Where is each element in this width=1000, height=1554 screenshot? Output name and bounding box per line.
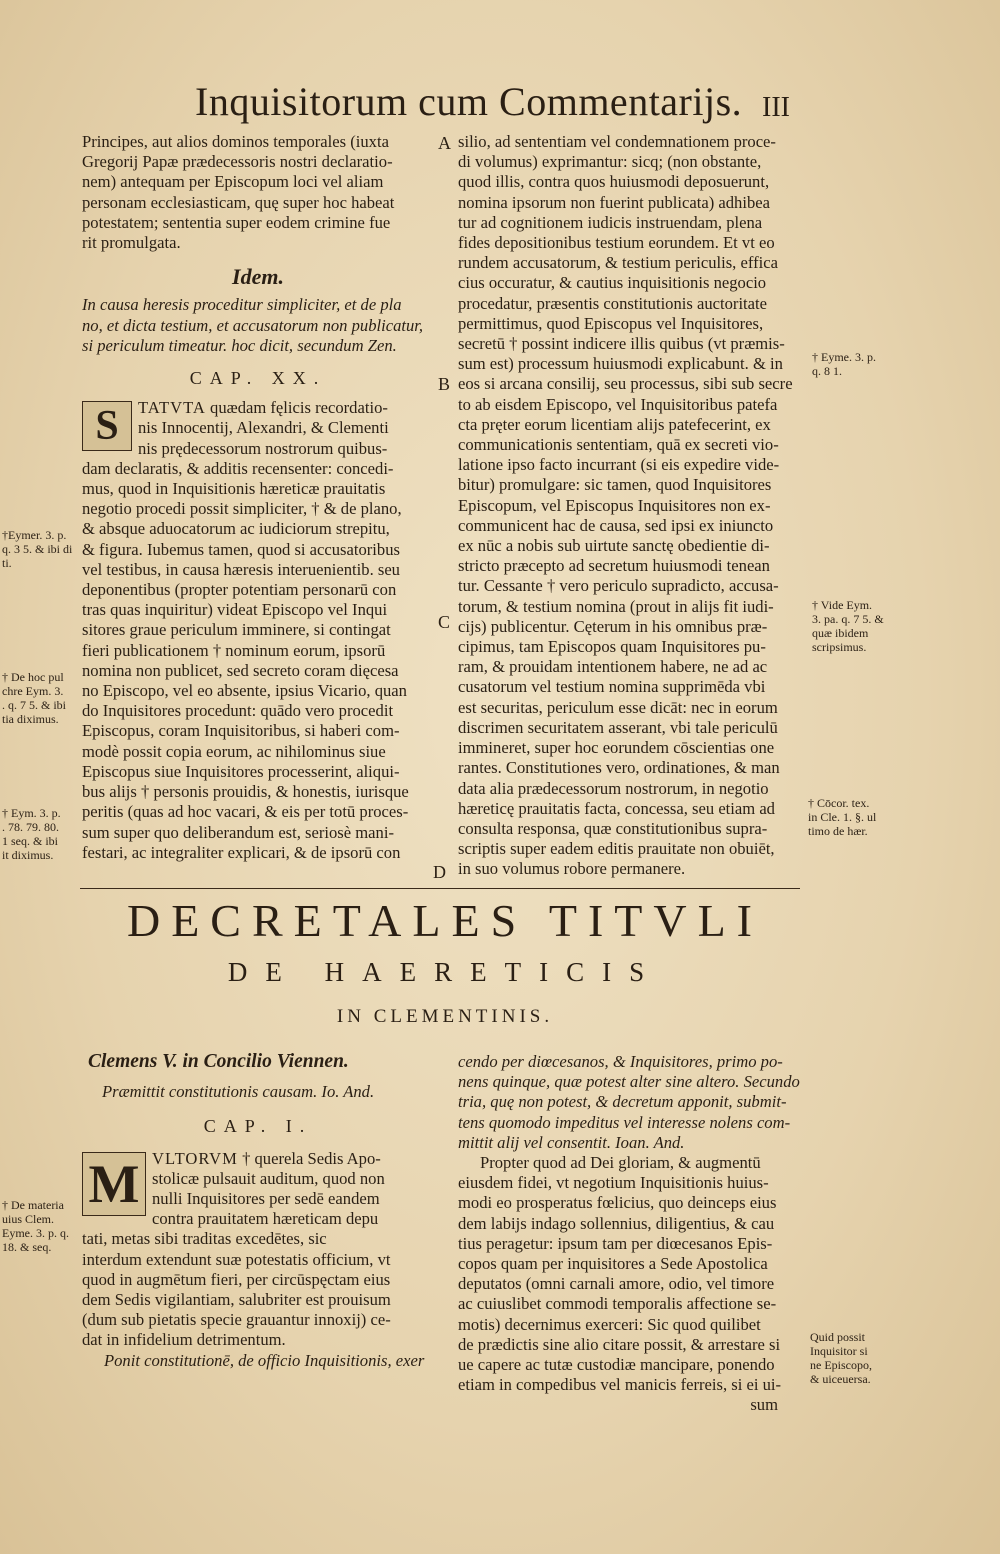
folio-number: III <box>762 92 790 123</box>
section-marker-b: B <box>438 374 451 394</box>
upper-right-column: silio, ad sententiam vel condemnationem proce- di volumus) exprimantur: sicq; (non obstante, quod illis, contra quos huiusmodi deposuerunt, nomina ipsorum non fuerint publicata) adhibea tur ad cognitionem iudicis instruendam, plena fides depositionibus testium eorundem. Et vt eo rundem accusatorum, & testium periculis, effica cius occuratur, & cautius inquisitionis negocio procedatur, præsentis constitutionis auctoritate permittimus, quod Episcopus vel Inquisitores, secretū † possint indicere illis quibus (vt præmis- sum est) processum huiusmodi explicabunt. & in eos si arcana consilij, seu processus, sibi sub secre to ab eisdem Episcopo, vel Inquisitoribus patefa cta pręter eorum licentiam alijs patefecerint, ex communicationis sententiam, quā ex secreti vio- latione ipso facto incurrant (si eis expedire vide- bitur) promulgare: sic tamen, quod Inquisitores Episcopum, vel Episcopus Inquisitores non ex- communicent hac de causa, sed ipsi ex iniuncto ex nūc a nobis sub uirtute sanctę obedientie di- stricto præcepto ad secretum huiusmodi tenean tur. Cessante † vero periculo supradicto, accusa- torum, & testium nomina (prout in alijs fit iudi- cijs) publicentur. Cęterum in his omnibus præ- cipimus, tam Episcopos quam Inquisitores pu- ram, & prouidam intentionem habere, ne ad ac cusatorum vel testium nomina supprimēda vbi est securitas, periculum esse dicāt: nec in eorum discrimen securitatem asserant, vbi tale periculū immineret, super hoc eorundem cōscientias one rantes. Constitutiones vero, ordinationes, & man data alia prædecessorum nostrorum, in negotio hæreticę prauitatis facta, concessa, seu etiam ad consulta responsa, quæ constitutionibus supra- scriptis super eadem editis prauitate non obuiēt, in suo volumus robore permanere. <box>458 132 793 879</box>
italic-summary: cendo per diœcesanos, & Inquisitores, primo po- nens quinque, quæ potest alter sine altero. Secundo tria, quę non potest, & decretum apponit, submit- tens quomodo impeditus vel interesse nolens com- mittit alij vel consentit. Ioan. And. <box>458 1052 800 1152</box>
clemens-heading: Clemens V. in Concilio Viennen. <box>88 1051 349 1072</box>
chapter-body: S TATVTA quædam fęlicis recordatio- nis Innocentij, Alexandri, & Clementi nis prędecessorum nostrorum quibus- dam declaratis, & additis recensenter: concedi- mus, quod in Inquisitionis hæreticæ prauitatis negotio procedi possit simpliciter, † & de plano, & absque aduocatorum ac iudiciorum strepitu, & figura. Iubemus tamen, quod si accusatoribus vel testibus, in causa hæresis interuenientib. seu deponentibus (propter potentiam personarū con tras quas inquiritur) videat Episcopo vel Inqui sitores graue periculum imminere, si contingat fieri publicationem † nominum eorum, ipsorū nomina non publicet, sed secreto coram dięcesa no Episcopo, vel eo absente, ipsius Vicario, quan do Inquisitores procedunt: quādo vero procedit Episcopus, coram Inquisitoribus, si haberi com- modè possit copia eorum, ac nihilominus siue Episcopus siue Inquisitores processerint, aliqui- bus alijs † personis prouidis, & honestis, iurisque peritis (quas ad hoc vacari, & eis per totū proces- sum super quo deliberandum est, seriosè mani- festari, ac integraliter explicari, & de ipsorū con <box>82 398 409 862</box>
margin-note-right-2: † Vide Eym. 3. pa. q. 7 5. & quæ ibidem scripsimus. <box>812 598 884 654</box>
section-title: DECRETALES TITVLI <box>126 895 764 946</box>
section-marker-c: C <box>438 612 451 632</box>
idem-heading: Idem. <box>232 264 284 290</box>
margin-note-right-4: Quid possit Inquisitor si ne Episcopo, & uiceuersa. <box>810 1330 872 1386</box>
chapter-heading-cap-i: CAP. I. <box>203 1116 313 1137</box>
chapter-i-body: M VLTORVM † querela Sedis Apo- stolicæ pulsauit auditum, quod non nulli Inquisitores per sedē eandem contra prauitatem hæreticam depu tati, metas sibi traditas excedētes, sic interdum extendunt suæ potestatis officium, vt quod in augmētum fieri, per circūspęctam eius dem Sedis vigilantiam, salubriter est prouisum (dum sub pietatis specie grauantur innoxij) ce- dat in infidelium detrimentum. Ponit constitutionē, de officio Inquisitionis, exer <box>82 1149 434 1371</box>
decorated-initial-m: M <box>82 1152 146 1216</box>
ponit-summary: Ponit constitutionē, de officio Inquisitionis, exer <box>104 1350 425 1370</box>
margin-note-left-2: † De hoc pul chre Eym. 3. . q. 7 5. & ibi tia diximus. <box>2 670 67 726</box>
chapter-summary: In causa heresis proceditur simpliciter, et de pla no, et dicta testium, et accusatorum non publicatur, si periculum timeatur. hoc dicit, secundum Zen. <box>82 295 424 355</box>
section-marker-d: D <box>433 862 446 882</box>
lower-left-column <box>82 1052 434 1371</box>
section-sub-subtitle: IN CLEMENTINIS. <box>336 1006 554 1027</box>
margin-note-right-3: † Cōcor. tex. in Cle. 1. §. ul timo de hær. <box>808 796 877 838</box>
lower-right-column: cendo per diœcesanos, & Inquisitores, primo po- nens quinque, quæ potest alter sine altero. Secundo tria, quę non potest, & decretum apponit, submit- tens quomodo impeditus vel interesse nolens com- mittit alij vel consentit. Ioan. And. Propter quod ad Dei gloriam, & augmentū eiusdem fidei, vt negotium Inquisitionis huius- modi eo prosperatus fœlicius, quo deinceps eius dem labijs indago sollennius, diligentius, & cau tius peragetur: ipsum tam per diœcesanos Epis- copos quam per inquisitores a Sede Apostolica deputatos (omni carnali amore, odio, vel timore ac cuiuslibet commodi temporalis affectione se- motis) decernimus exerceri: Sic quod quilibet de prædictis sine alio citare possit, & arrestare si ue capere ac tutæ custodiæ mancipare, ponendo etiam in compedibus vel manicis ferreis, si ei ui- sum <box>458 1052 808 1416</box>
margin-note-left-4: † De materia uius Clem. Eyme. 3. p. q. 18. & seq. <box>2 1198 69 1254</box>
chapter-heading: CAP. XX. <box>189 368 327 389</box>
margin-note-left-1: †Eymer. 3. p. q. 3 5. & ibi di ti. <box>2 528 73 570</box>
section-subtitle: DE HAERETICIS <box>227 957 663 987</box>
section-rule <box>80 888 800 889</box>
decorated-initial: S <box>82 401 132 451</box>
margin-note-right-1: † Eyme. 3. p. q. 8 1. <box>812 350 876 378</box>
text-block-opening: Principes, aut alios dominos temporales (iuxta Gregorij Papæ prædecessoris nostri declaratio- nem) antequam per Episcopum loci vel aliam personam ecclesiasticam, quę super hoc habeat potestatem; sententia super eodem crimine fue rit promulgata. <box>82 132 395 253</box>
catchword: sum <box>750 1395 778 1415</box>
praemittit-summary: Præmittit constitutionis causam. Io. And. <box>102 1082 375 1102</box>
margin-note-left-3: † Eym. 3. p. . 78. 79. 80. 1 seq. & ibi it diximus. <box>2 806 61 862</box>
running-title: Inquisitorum cum Commentarijs. <box>195 79 743 124</box>
section-marker-a: A <box>438 133 451 153</box>
upper-left-column <box>82 132 434 863</box>
